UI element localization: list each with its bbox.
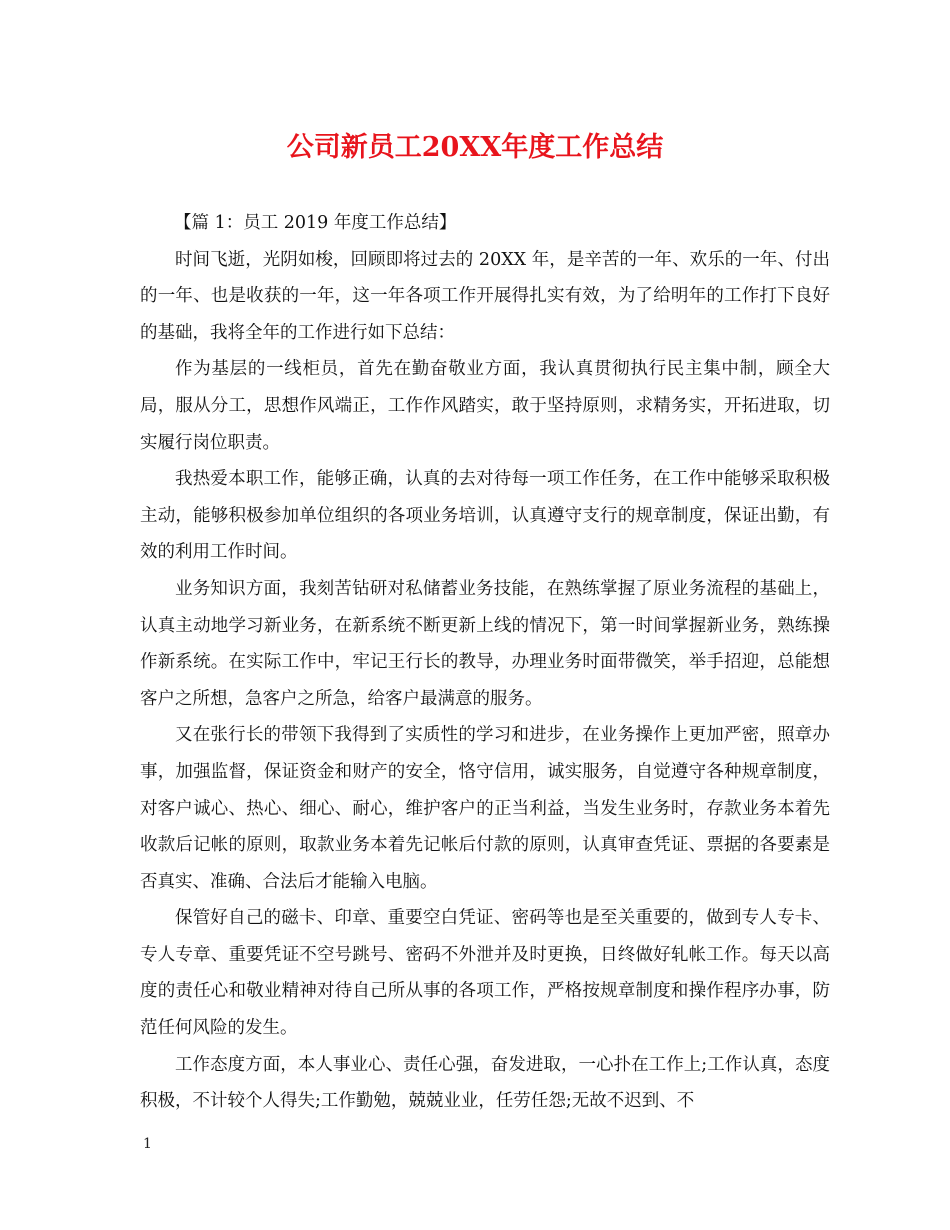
document-body [140,205,830,1120]
paragraph-3: 我热爱本职工作，能够正确，认真的去对待每一项工作任务，在工作中能够采取积极主动，能够积极参加单位组织的各项业务培训，认真遵守支行的规章制度，保证出勤，有效的利用工作时间。 [140,469,830,563]
paragraph-1: 时间飞逝，光阴如梭，回顾即将过去的 20XX 年，是辛苦的一年、欢乐的一年、付出的一年、也是收获的一年，这一年各项工作开展得扎实有效，为了给明年的工作打下良好的基础，我将全年的工作进行如下总结： [140,249,830,343]
section-label: 【篇 1：员工 2019 年度工作总结】 [174,213,457,233]
document-title: 公司新员工20XX年度工作总结 [286,132,664,163]
paragraph-6: 保管好自己的磁卡、印章、重要空白凭证、密码等也是至关重要的，做到专人专卡、专人专章、重要凭证不空号跳号、密码不外泄并及时更换，日终做好轧帐工作。每天以高度的责任心和敬业精神对待自己所从事的各项工作，严格按规章制度和操作程序办事，防范任何风险的发生。 [140,908,830,1039]
paragraph-4: 业务知识方面，我刻苦钻研对私储蓄业务技能，在熟练掌握了原业务流程的基础上，认真主动地学习新业务，在新系统不断更新上线的情况下，第一时间掌握新业务，熟练操作新系统。在实际工作中，牢记王行长的教导，办理业务时面带微笑，举手招迎，总能想客户之所想，急客户之所急，给客户最满意的服务。 [140,578,830,709]
paragraph-5: 又在张行长的带领下我得到了实质性的学习和进步，在业务操作上更加严密，照章办事，加强监督，保证资金和财产的安全，恪守信用，诚实服务，自觉遵守各种规章制度，对客户诚心、热心、细心、耐心，维护客户的正当利益，当发生业务时，存款业务本着先收款后记帐的原则，取款业务本着先记帐后付款的原则，认真审查凭证、票据的各要素是否真实、准确、合法后才能输入电脑。 [140,725,830,892]
paragraph-2: 作为基层的一线柜员，首先在勤奋敬业方面，我认真贯彻执行民主集中制，顾全大局，服从分工，思想作风端正，工作作风踏实，敢于坚持原则，求精务实，开拓进取，切实履行岗位职责。 [140,359,830,453]
paragraph-7: 工作态度方面，本人事业心、责任心强，奋发进取，一心扑在工作上;工作认真，态度积极，不计较个人得失;工作勤勉，兢兢业业，任劳任怨;无故不迟到、不 [140,1054,830,1112]
page-number: 1 [143,1136,152,1152]
